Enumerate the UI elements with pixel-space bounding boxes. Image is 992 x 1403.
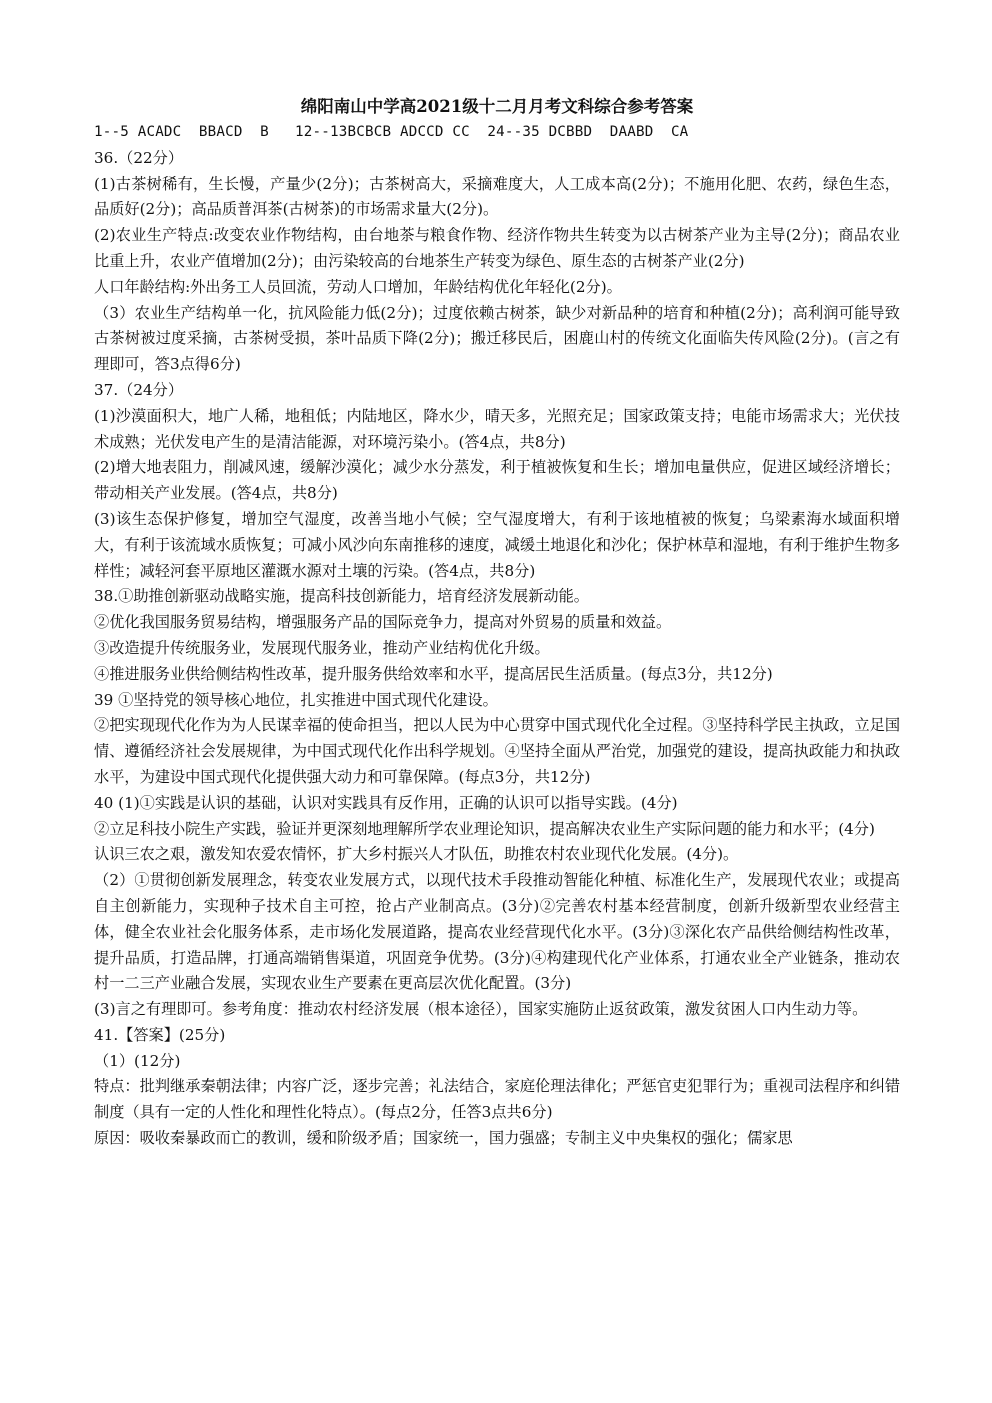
answer-body — [94, 146, 900, 1152]
q36-part3: （3）农业生产结构单一化，抗风险能力低(2分)；过度依赖古树茶，缺少对新品种的培育和种植(2分)；高利润可能导致古茶树被过度采摘，古茶树受损，茶叶品质下降(2分)；搬迁移民后，困鹿山村的传统文化面临失传风险(2分)。(言之有理即可，答3点得6分) — [94, 303, 900, 374]
q37-heading: 37.（24分） — [94, 380, 184, 399]
q37-part3: (3)该生态保护修复，增加空气湿度，改善当地小气候；空气湿度增大，有利于该地植被的恢复；乌梁素海水域面积增大，有利于该流域水质恢复；可减小风沙向东南推移的速度，减缓土地退化和沙化；保护林草和湿地，有利于维护生物多样性；减轻河套平原地区灌溉水源对土壤的污染。(答4点，共8分) — [94, 509, 900, 580]
q41-reasons: 原因：吸收秦暴政而亡的教训，缓和阶级矛盾；国家统一，国力强盛；专制主义中央集权的强化；儒家思 — [94, 1129, 793, 1148]
q40-part2: （2）①贯彻创新发展理念，转变农业发展方式，以现代技术手段推动智能化种植、标准化生产，发展现代农业；或提高自主创新能力，实现种子技术自主可控，抢占产业制高点。(3分)②完善农村基本经营制度，创新升级新型农业经营主体，健全农业社会化服务体系，走市场化发展道路，提高农业经营现代化水平。(3分)③深化农产品供给侧结构性改革，提升品质，打造品牌，打通高端销售渠道，巩固竞争优势。(3分)④构建现代化产业体系，打通农业全产业链条，推动农村一二三产业融合发展，实现农业生产要素在更高层次优化配置。(3分) — [94, 871, 900, 993]
choice-answers: 1--5 ACADC BBACD B 12--13BCBCB ADCCD CC 24--35 DCBBD DAABD CA — [94, 124, 689, 140]
q36-heading: 36.（22分） — [94, 148, 184, 167]
q38-point2: ②优化我国服务贸易结构，增强服务产品的国际竞争力，提高对外贸易的质量和效益。 — [94, 613, 672, 632]
q40-part1-point2: ②立足科技小院生产实践，验证并更深刻地理解所学农业理论知识，提高解决农业生产实际问题的能力和水平；(4分) — [94, 819, 875, 838]
q36-part1: (1)古茶树稀有，生长慢，产量少(2分)；古茶树高大，采摘难度大，人工成本高(2分)；不施用化肥、农药，绿色生态，品质好(2分)；高品质普洱茶(古树茶)的市场需求量大(2分)。 — [94, 174, 900, 219]
q40-part3: (3)言之有理即可。参考角度：推动农村经济发展（根本途径），国家实施防止返贫政策，激发贫困人口内生动力等。 — [94, 1000, 868, 1019]
q36-part2-population: 人口年龄结构:外出务工人员回流，劳动人口增加，年龄结构优化年轻化(2分)。 — [94, 277, 622, 296]
answer-document — [94, 94, 900, 1152]
document-title: 绵阳南山中学高2021级十二月月考文科综合参考答案 — [300, 97, 694, 116]
q39-points2-4: ②把实现现代化作为为人民谋幸福的使命担当，把以人民为中心贯穿中国式现代化全过程。③坚持科学民主执政，立足国情、遵循经济社会发展规律，为中国式现代化作出科学规划。④坚持全面从严治党，加强党的建设，提高执政能力和执政水平，为建设中国式现代化提供强大动力和可靠保障。(每点3分，共12分) — [94, 716, 900, 786]
q37-part1: (1)沙漠面积大，地广人稀，地租低；内陆地区，降水少，晴天多，光照充足；国家政策支持；电能市场需求大；光伏技术成熟；光伏发电产生的是清洁能源，对环境污染小。(答4点，共8分) — [94, 406, 900, 451]
q40-part1-point3: 认识三农之艰，激发知农爱农情怀，扩大乡村振兴人才队伍，助推农村农业现代化发展。(4分)。 — [94, 845, 739, 864]
q38-point4: ④推进服务业供给侧结构性改革，提升服务供给效率和水平，提高居民生活质量。(每点3分，共12分) — [94, 664, 773, 683]
q39-point1: 39 ①坚持党的领导核心地位，扎实推进中国式现代化建设。 — [94, 690, 498, 709]
q38-point3: ③改造提升传统服务业，发展现代服务业，推动产业结构优化升级。 — [94, 638, 550, 657]
q40-part1-point1: 40 (1)①实践是认识的基础，认识对实践具有反作用，正确的认识可以指导实践。(4分) — [94, 793, 678, 812]
q41-part1-heading: （1）(12分) — [94, 1051, 181, 1070]
q41-heading: 41.【答案】(25分) — [94, 1025, 226, 1044]
q38-point1: 38.①助推创新驱动战略实施，提高科技创新能力，培育经济发展新动能。 — [94, 587, 589, 606]
q41-features: 特点：批判继承秦朝法律；内容广泛，逐步完善；礼法结合，家庭伦理法律化；严惩官吏犯罪行为；重视司法程序和纠错制度（具有一定的人性化和理性化特点）。(每点2分，任答3点共6分) — [94, 1077, 900, 1122]
q36-part2: (2)农业生产特点:改变农业作物结构，由台地茶与粮食作物、经济作物共生转变为以古树茶产业为主导(2分)；商品农业比重上升，农业产值增加(2分)；由污染较高的台地茶生产转变为绿色、原生态的古树茶产业(2分) — [94, 226, 900, 270]
q37-part2: (2)增大地表阻力，削减风速，缓解沙漠化；减少水分蒸发，利于植被恢复和生长；增加电量供应，促进区域经济增长；带动相关产业发展。(答4点，共8分) — [94, 458, 900, 503]
